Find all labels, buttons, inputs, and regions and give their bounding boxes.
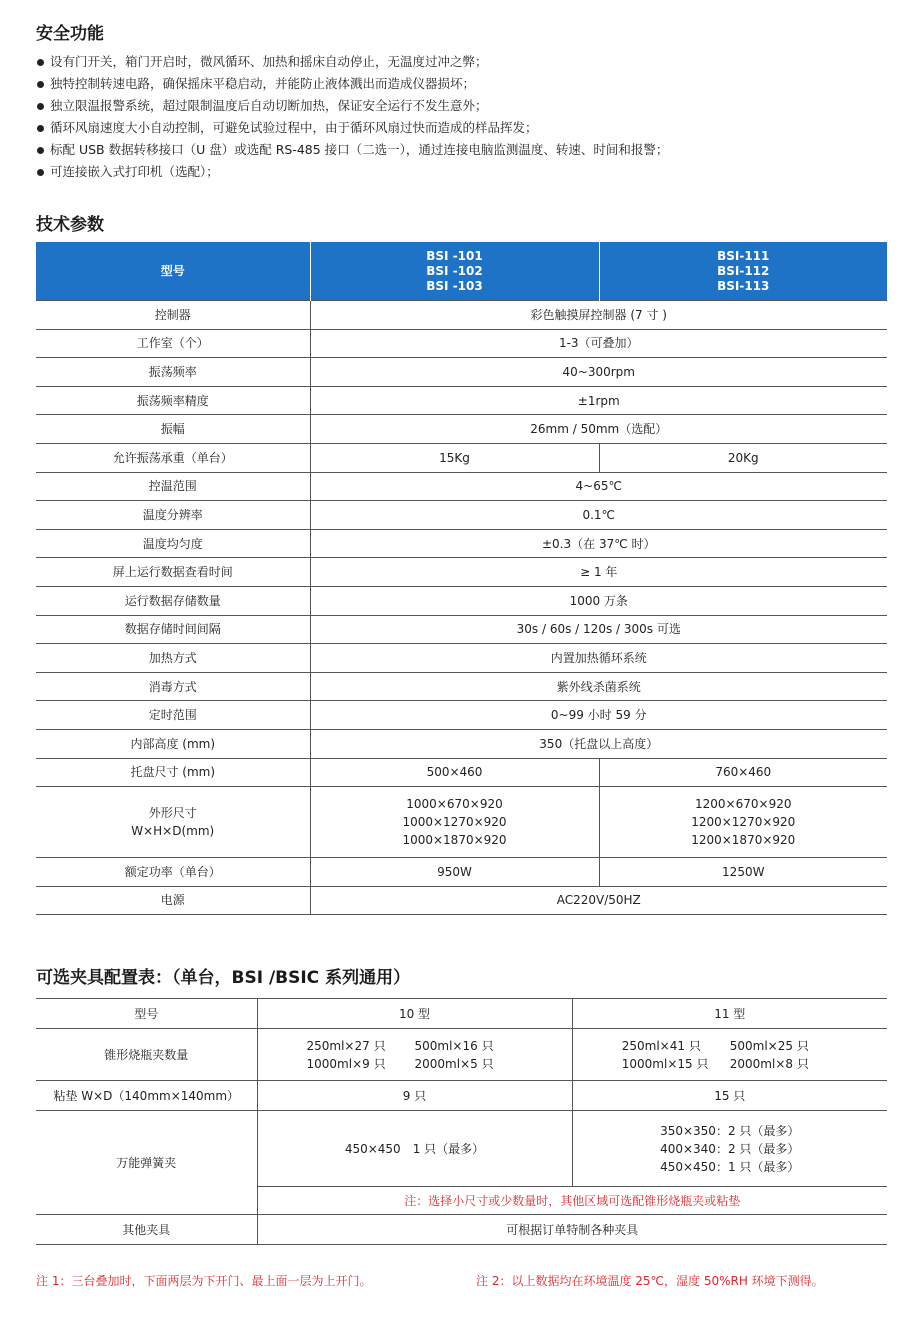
spec-label: 定时范围 xyxy=(36,701,310,730)
spec-value: ±1rpm xyxy=(310,386,887,415)
bullet-icon xyxy=(37,147,44,154)
model-name: BSI -101 xyxy=(426,248,483,263)
table-row xyxy=(36,558,887,587)
table-row xyxy=(36,858,887,887)
list-item-text: 标配 USB 数据转移接口（U 盘）或选配 RS-485 接口（二选一），通过连接电脑监测温度、转速、时间和报警； xyxy=(50,142,669,157)
table-row xyxy=(36,701,887,730)
spec-table xyxy=(36,242,887,915)
footnote-2: 注 2：以上数据均在环境温度 25℃，湿度 50%RH 环境下测得。 xyxy=(476,1274,824,1288)
table-row xyxy=(36,329,887,358)
spec-label: 振荡频率精度 xyxy=(36,386,310,415)
spring-line: 400×340：2 只（最多） xyxy=(660,1141,800,1156)
spec-label: 振幅 xyxy=(36,415,310,444)
table-row xyxy=(36,358,887,387)
model-name: BSI -102 xyxy=(426,263,483,278)
safety-feature-list xyxy=(36,51,876,183)
list-item-text: 可连接嵌入式打印机（选配）； xyxy=(50,164,219,179)
table-row xyxy=(36,787,887,858)
fixture-label: 万能弹簧夹 xyxy=(36,1111,257,1215)
fixture-header-col2: 11 型 xyxy=(572,999,887,1029)
fixture-table xyxy=(36,998,887,1245)
spec-value: 0~99 小时 59 分 xyxy=(310,701,887,730)
list-item-text: 独立限温报警系统，超过限制温度后自动切断加热，保证安全运行不发生意外； xyxy=(50,98,488,113)
spring-value-col2 xyxy=(572,1111,887,1187)
spec-value-col1: 15Kg xyxy=(310,443,599,472)
spec-value-col2: 1250W xyxy=(599,858,887,887)
spec-header-row xyxy=(36,242,887,301)
flask-count: 2000ml×8 只 xyxy=(729,1056,809,1071)
spec-value: 1-3（可叠加） xyxy=(310,329,887,358)
table-row xyxy=(36,672,887,701)
fixture-header-col1: 10 型 xyxy=(257,999,572,1029)
spec-label: 消毒方式 xyxy=(36,672,310,701)
spring-line: 450×450：1 只（最多） xyxy=(660,1159,800,1174)
spec-value: 紫外线杀菌系统 xyxy=(310,672,887,701)
dimension-line: 1000×1270×920 xyxy=(402,815,507,830)
table-row xyxy=(36,644,887,673)
spec-label xyxy=(36,787,310,858)
dimension-line: 1000×670×920 xyxy=(406,797,503,812)
list-item xyxy=(36,161,876,183)
spec-label: 振荡频率 xyxy=(36,358,310,387)
spec-label-line: 外形尺寸 xyxy=(148,806,197,821)
list-item-text: 独特控制转速电路，确保摇床平稳启动，并能防止液体溅出而造成仪器损坏； xyxy=(50,76,476,91)
table-row xyxy=(36,1029,887,1081)
spec-label: 屏上运行数据查看时间 xyxy=(36,558,310,587)
bullet-icon xyxy=(37,81,44,88)
spec-value: 40~300rpm xyxy=(310,358,887,387)
fixture-label: 其他夹具 xyxy=(36,1215,257,1245)
flask-grid xyxy=(307,1037,523,1073)
spec-value-col2: 760×460 xyxy=(599,758,887,787)
spec-label: 控制器 xyxy=(36,301,310,330)
fixtures-title: 可选夹具配置表：（单台，BSI /BSIC 系列通用） xyxy=(36,968,411,988)
spec-header-label: 型号 xyxy=(36,242,310,301)
spec-label: 电源 xyxy=(36,886,310,915)
spec-value-col2 xyxy=(599,787,887,858)
spec-value-col1: 500×460 xyxy=(310,758,599,787)
table-row xyxy=(36,301,887,330)
flask-values-col2 xyxy=(572,1029,887,1081)
flask-values-col1 xyxy=(257,1029,572,1081)
spec-header-col1 xyxy=(310,242,599,301)
spec-label: 允许振荡承重（单台） xyxy=(36,443,310,472)
bullet-icon xyxy=(37,125,44,132)
flask-count: 2000ml×5 只 xyxy=(414,1056,494,1071)
dimension-line: 1000×1870×920 xyxy=(402,833,507,848)
spec-label-line: W×H×D(mm) xyxy=(131,824,215,839)
table-row xyxy=(36,886,887,915)
spec-value: ≥ 1 年 xyxy=(310,558,887,587)
table-row xyxy=(36,999,887,1029)
other-value: 可根据订单特制各种夹具 xyxy=(257,1215,887,1245)
bullet-icon xyxy=(37,103,44,110)
flask-count: 500ml×25 只 xyxy=(729,1038,809,1053)
table-row xyxy=(36,386,887,415)
spec-label: 加热方式 xyxy=(36,644,310,673)
table-row xyxy=(36,501,887,530)
spec-header-col2 xyxy=(599,242,887,301)
spec-value: 1000 万条 xyxy=(310,586,887,615)
flask-count: 500ml×16 只 xyxy=(414,1038,494,1053)
spec-value-col1: 950W xyxy=(310,858,599,887)
spec-label: 额定功率（单台） xyxy=(36,858,310,887)
list-item xyxy=(36,95,876,117)
spec-value: 0.1℃ xyxy=(310,501,887,530)
flask-count: 250ml×41 只 xyxy=(621,1038,701,1053)
spec-value: ±0.3（在 37℃ 时） xyxy=(310,529,887,558)
table-row xyxy=(36,1111,887,1187)
spring-note: 注：选择小尺寸或少数量时，其他区域可选配锥形烧瓶夹或粘垫 xyxy=(257,1187,887,1215)
flask-count: 250ml×27 只 xyxy=(306,1038,386,1053)
table-row xyxy=(36,1081,887,1111)
spec-value: 26mm / 50mm（选配） xyxy=(310,415,887,444)
model-name: BSI -103 xyxy=(426,278,483,293)
spec-label: 温度分辨率 xyxy=(36,501,310,530)
spec-label: 工作室（个） xyxy=(36,329,310,358)
list-item-text: 循环风扇速度大小自动控制，可避免试验过程中，由于循环风扇过快而造成的样品挥发； xyxy=(50,120,538,135)
table-row xyxy=(36,615,887,644)
table-row xyxy=(36,472,887,501)
mat-value-col1: 9 只 xyxy=(257,1081,572,1111)
table-row xyxy=(36,415,887,444)
table-row xyxy=(36,443,887,472)
spec-label: 温度均匀度 xyxy=(36,529,310,558)
specs-title: 技术参数 xyxy=(36,215,104,235)
table-row xyxy=(36,1215,887,1245)
spec-label: 控温范围 xyxy=(36,472,310,501)
flask-count: 1000ml×15 只 xyxy=(621,1056,709,1071)
fixture-label: 粘垫 W×D（140mm×140mm） xyxy=(36,1081,257,1111)
table-row xyxy=(36,586,887,615)
list-item-text: 设有门开关，箱门开启时，微风循环、加热和摇床自动停止，无温度过冲之弊； xyxy=(50,54,488,69)
spring-line: 350×350：2 只（最多） xyxy=(660,1123,800,1138)
spec-value: AC220V/50HZ xyxy=(310,886,887,915)
model-name: BSI-113 xyxy=(717,278,770,293)
spec-value: 彩色触摸屏控制器 (7 寸 ) xyxy=(310,301,887,330)
footnote-1: 注 1：三台叠加时，下面两层为下开门、最上面一层为上开门。 xyxy=(36,1274,372,1288)
list-item xyxy=(36,139,876,161)
dimension-line: 1200×1270×920 xyxy=(691,815,796,830)
spec-label: 数据存储时间间隔 xyxy=(36,615,310,644)
safety-title: 安全功能 xyxy=(36,24,104,44)
list-item xyxy=(36,117,876,139)
spec-label: 托盘尺寸 (mm) xyxy=(36,758,310,787)
mat-value-col2: 15 只 xyxy=(572,1081,887,1111)
bullet-icon xyxy=(37,169,44,176)
list-item xyxy=(36,51,876,73)
list-item xyxy=(36,73,876,95)
spec-value: 30s / 60s / 120s / 300s 可选 xyxy=(310,615,887,644)
fixture-label: 锥形烧瓶夹数量 xyxy=(36,1029,257,1081)
spec-value: 内置加热循环系统 xyxy=(310,644,887,673)
bullet-icon xyxy=(37,59,44,66)
dimension-line: 1200×670×920 xyxy=(695,797,792,812)
spec-label: 内部高度 (mm) xyxy=(36,729,310,758)
table-row xyxy=(36,758,887,787)
spec-value-col1 xyxy=(310,787,599,858)
dimension-line: 1200×1870×920 xyxy=(691,833,796,848)
table-row xyxy=(36,529,887,558)
model-name: BSI-111 xyxy=(717,248,770,263)
model-name: BSI-112 xyxy=(717,263,770,278)
spring-value-col1: 450×450 1 只（最多） xyxy=(257,1111,572,1187)
spec-value: 4~65℃ xyxy=(310,472,887,501)
fixture-header-label: 型号 xyxy=(36,999,257,1029)
table-row xyxy=(36,729,887,758)
flask-count: 1000ml×9 只 xyxy=(306,1056,386,1071)
spec-label: 运行数据存储数量 xyxy=(36,586,310,615)
flask-grid xyxy=(622,1037,838,1073)
spec-value: 350（托盘以上高度） xyxy=(310,729,887,758)
spec-value-col2: 20Kg xyxy=(599,443,887,472)
